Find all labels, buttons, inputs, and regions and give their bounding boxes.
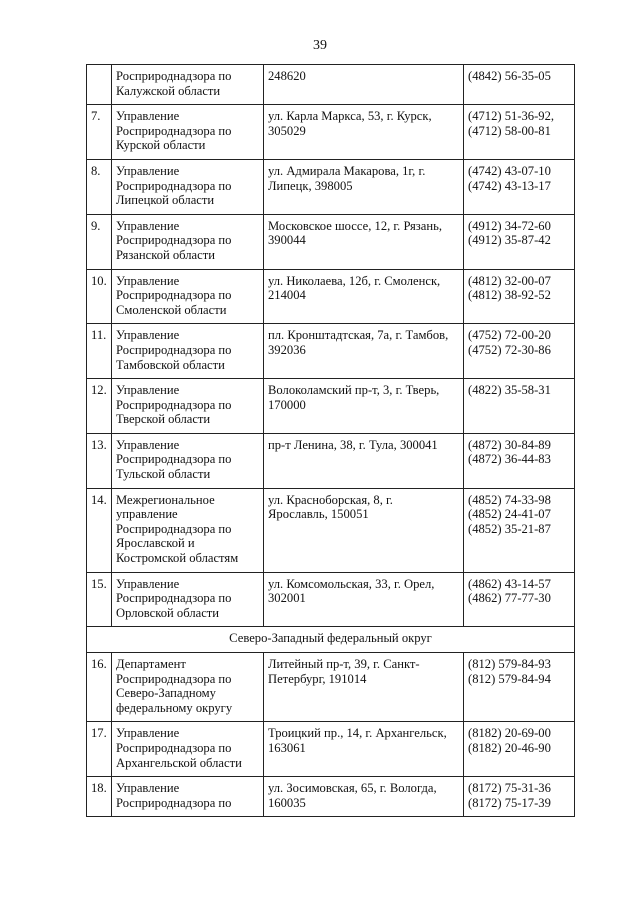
- office-phones: (4872) 30-84-89 (4872) 36-44-83: [464, 433, 575, 488]
- office-address: ул. Адмирала Макарова, 1г, г. Липецк, 398005: [264, 159, 464, 214]
- row-number: 17.: [87, 722, 112, 777]
- office-name: Управление Росприроднадзора по Рязанской области: [112, 214, 264, 269]
- office-phones: (4742) 43-07-10 (4742) 43-13-17: [464, 159, 575, 214]
- page-number: 39: [313, 38, 327, 53]
- row-number: 11.: [87, 324, 112, 379]
- row-number: 9.: [87, 214, 112, 269]
- office-address: ул. Комсомольская, 33, г. Орел, 302001: [264, 572, 464, 627]
- office-name: Управление Росприроднадзора по Тамбовской области: [112, 324, 264, 379]
- table-row: [87, 653, 575, 722]
- office-address: Московское шоссе, 12, г. Рязань, 390044: [264, 214, 464, 269]
- office-address: пл. Кронштадтская, 7а, г. Тамбов, 392036: [264, 324, 464, 379]
- office-phones: (4812) 32-00-07 (4812) 38-92-52: [464, 269, 575, 324]
- table-row: [87, 159, 575, 214]
- office-name: Управление Росприроднадзора по Липецкой области: [112, 159, 264, 214]
- office-name: Управление Росприроднадзора по: [112, 777, 264, 817]
- office-address: Волоколамский пр-т, 3, г. Тверь, 170000: [264, 379, 464, 434]
- office-address: ул. Карла Маркса, 53, г. Курск, 305029: [264, 105, 464, 160]
- office-phones: (812) 579-84-93 (812) 579-84-94: [464, 653, 575, 722]
- office-phones: (4822) 35-58-31: [464, 379, 575, 434]
- office-address: 248620: [264, 65, 464, 105]
- region-header: Северо-Западный федеральный округ: [87, 627, 575, 653]
- office-name: Управление Росприроднадзора по Тульской области: [112, 433, 264, 488]
- office-name: Управление Росприроднадзора по Орловской области: [112, 572, 264, 627]
- office-address: ул. Зосимовская, 65, г. Вологда, 160035: [264, 777, 464, 817]
- office-name: Управление Росприроднадзора по Тверской области: [112, 379, 264, 434]
- table-row: [87, 722, 575, 777]
- office-name: Управление Росприроднадзора по Смоленской области: [112, 269, 264, 324]
- office-phones: (4852) 74-33-98 (4852) 24-41-07 (4852) 35-21-87: [464, 488, 575, 572]
- table-row: [87, 488, 575, 572]
- office-name: Межрегиональное управление Росприроднадзора по Ярославской и Костромской областям: [112, 488, 264, 572]
- office-address: Троицкий пр., 14, г. Архангельск, 163061: [264, 722, 464, 777]
- office-phones: (4842) 56-35-05: [464, 65, 575, 105]
- row-number: 10.: [87, 269, 112, 324]
- table-row: [87, 572, 575, 627]
- table-row: [87, 65, 575, 105]
- table-row: [87, 214, 575, 269]
- office-name: Управление Росприроднадзора по Курской области: [112, 105, 264, 160]
- office-phones: (8182) 20-69-00 (8182) 20-46-90: [464, 722, 575, 777]
- office-name: Департамент Росприроднадзора по Северо-Западному федеральному округу: [112, 653, 264, 722]
- office-phones: (8172) 75-31-36 (8172) 75-17-39: [464, 777, 575, 817]
- region-header-row: [87, 627, 575, 653]
- office-phones: (4912) 34-72-60 (4912) 35-87-42: [464, 214, 575, 269]
- row-number: 18.: [87, 777, 112, 817]
- office-phones: (4862) 43-14-57 (4862) 77-77-30: [464, 572, 575, 627]
- office-address: ул. Красноборская, 8, г. Ярославль, 150051: [264, 488, 464, 572]
- office-phones: (4752) 72-00-20 (4752) 72-30-86: [464, 324, 575, 379]
- table-row: [87, 433, 575, 488]
- table-row: [87, 379, 575, 434]
- row-number: 7.: [87, 105, 112, 160]
- office-name: Росприроднадзора по Калужской области: [112, 65, 264, 105]
- office-phones: (4712) 51-36-92, (4712) 58-00-81: [464, 105, 575, 160]
- row-number: 14.: [87, 488, 112, 572]
- table-row: [87, 324, 575, 379]
- table-row: [87, 777, 575, 817]
- table-row: [87, 269, 575, 324]
- office-directory-table: [86, 64, 575, 817]
- row-number: [87, 65, 112, 105]
- row-number: 16.: [87, 653, 112, 722]
- table-row: [87, 105, 575, 160]
- row-number: 13.: [87, 433, 112, 488]
- office-address: ул. Николаева, 12б, г. Смоленск, 214004: [264, 269, 464, 324]
- office-name: Управление Росприроднадзора по Архангельской области: [112, 722, 264, 777]
- row-number: 15.: [87, 572, 112, 627]
- row-number: 8.: [87, 159, 112, 214]
- office-address: пр-т Ленина, 38, г. Тула, 300041: [264, 433, 464, 488]
- row-number: 12.: [87, 379, 112, 434]
- office-address: Литейный пр-т, 39, г. Санкт- Петербург, 191014: [264, 653, 464, 722]
